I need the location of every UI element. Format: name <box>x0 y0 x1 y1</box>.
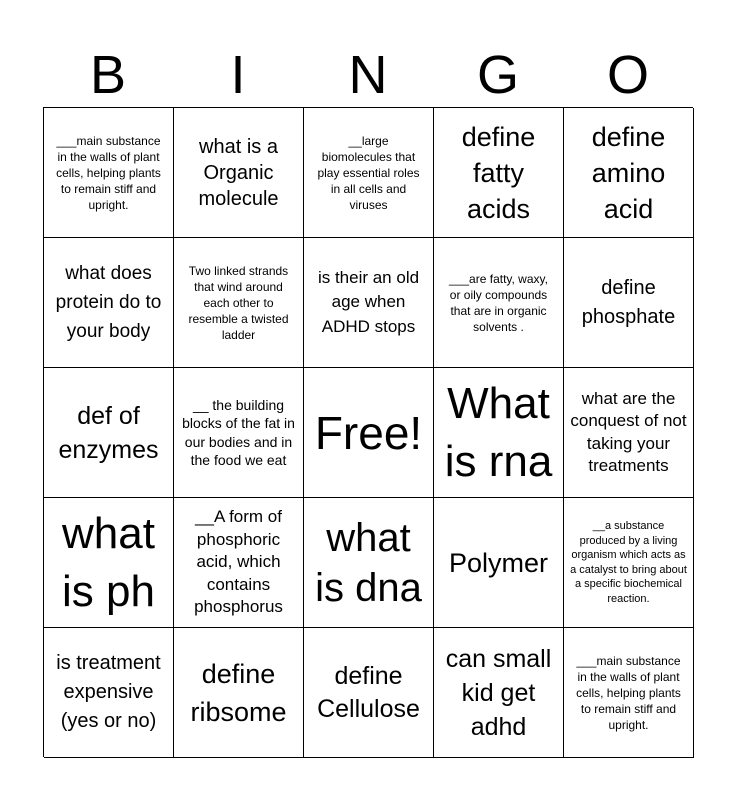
header-letter-o: O <box>606 45 649 105</box>
bingo-cell[interactable]: ___main substance in the walls of plant cells, helping plants to remain stiff and upright. <box>44 108 174 238</box>
bingo-cell[interactable]: what are the conquest of not taking your treatments <box>564 368 694 498</box>
bingo-cell[interactable]: __ the building blocks of the fat in our bodies and in the food we eat <box>174 368 304 498</box>
bingo-cell[interactable]: what is a Organic molecule <box>174 108 304 238</box>
header-letter-b: B <box>89 45 127 105</box>
free-space[interactable]: Free! <box>304 368 434 498</box>
bingo-cell[interactable]: def of enzymes <box>44 368 174 498</box>
bingo-cell[interactable]: Polymer <box>434 498 564 628</box>
bingo-cell[interactable]: can small kid get adhd <box>434 628 564 758</box>
bingo-cell[interactable]: What is rna <box>434 368 564 498</box>
header-letter-g: G <box>476 45 519 105</box>
bingo-card-grid <box>43 107 693 757</box>
bingo-cell[interactable]: what is dna <box>304 498 434 628</box>
bingo-cell[interactable]: Two linked strands that wind around each other to resemble a twisted ladder <box>174 238 304 368</box>
bingo-cell[interactable]: define phosphate <box>564 238 694 368</box>
bingo-cell[interactable]: define amino acid <box>564 108 694 238</box>
bingo-cell[interactable]: ___are fatty, waxy, or oily compounds that are in organic solvents . <box>434 238 564 368</box>
bingo-cell[interactable]: __A form of phosphoric acid, which contains phosphorus <box>174 498 304 628</box>
bingo-cell[interactable]: define fatty acids <box>434 108 564 238</box>
bingo-cell[interactable]: is treatment expensive (yes or no) <box>44 628 174 758</box>
bingo-cell[interactable]: define Cellulose <box>304 628 434 758</box>
header-letter-i: I <box>230 45 246 105</box>
bingo-cell[interactable]: what does protein do to your body <box>44 238 174 368</box>
bingo-cell[interactable]: what is ph <box>44 498 174 628</box>
bingo-cell[interactable]: __large biomolecules that play essential roles in all cells and viruses <box>304 108 434 238</box>
bingo-cell[interactable]: ___main substance in the walls of plant cells, helping plants to remain stiff and upright. <box>564 628 694 758</box>
bingo-header <box>43 42 693 108</box>
bingo-cell[interactable]: is their an old age when ADHD stops <box>304 238 434 368</box>
header-letter-n: N <box>348 45 388 105</box>
bingo-cell[interactable]: define ribsome <box>174 628 304 758</box>
bingo-cell[interactable]: __a substance produced by a living organism which acts as a catalyst to bring about a specific biochemical reaction. <box>564 498 694 628</box>
